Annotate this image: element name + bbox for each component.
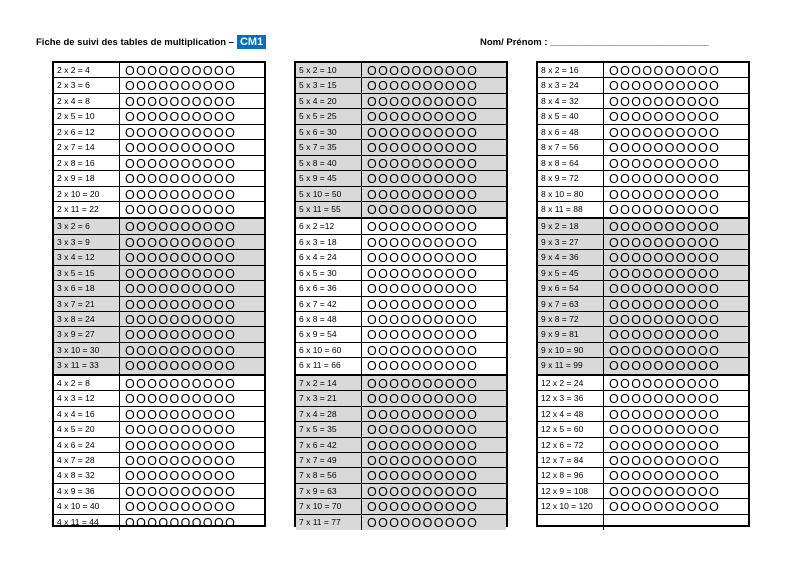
tracking-circles: OOOOOOOOOO (125, 407, 237, 422)
tracking-circles: OOOOOOOOOO (125, 141, 237, 155)
title-text: Fiche de suivi des tables de multiplication – (36, 37, 234, 48)
tracking-circles: OOOOOOOOOO (125, 297, 237, 311)
table-row (296, 202, 506, 217)
table-row (538, 515, 748, 530)
tracking-circles: OOOOOOOOOO (125, 392, 237, 406)
tracking-circles: OOOOOOOOOO (609, 343, 721, 358)
equation: 5 x 2 = 10 (296, 63, 362, 77)
equation: 6 x 7 = 42 (296, 297, 362, 311)
tracking-circles: OOOOOOOOOO (609, 141, 721, 155)
tracking-circles: OOOOOOOOOO (367, 141, 479, 155)
table-row (538, 78, 748, 93)
table-row (538, 468, 748, 483)
table-column-1 (52, 61, 266, 530)
table-row (54, 297, 264, 312)
table-row (538, 125, 748, 140)
table-row (296, 407, 506, 422)
tracking-circles: OOOOOOOOOO (367, 79, 479, 93)
equation: 12 x 8 = 96 (538, 468, 604, 482)
tracking-circles: OOOOOOOOOO (367, 328, 479, 342)
equation: 4 x 10 = 40 (54, 499, 120, 513)
equation: 3 x 3 = 9 (54, 235, 120, 249)
equation: 3 x 4 = 12 (54, 250, 120, 264)
equation: 6 x 9 = 54 (296, 327, 362, 341)
table-group (54, 63, 264, 219)
table-row (538, 109, 748, 124)
table-row (538, 281, 748, 296)
table-row (54, 327, 264, 342)
tracking-circles: OOOOOOOOOO (609, 438, 721, 452)
equation: 2 x 7 = 14 (54, 140, 120, 154)
equation: 3 x 7 = 21 (54, 297, 120, 311)
tracking-circles: OOOOOOOOOO (367, 469, 479, 483)
equation: 4 x 8 = 32 (54, 468, 120, 482)
table-row (54, 202, 264, 217)
table-row (296, 156, 506, 171)
tracking-circles: OOOOOOOOOO (125, 251, 237, 265)
table-row (538, 140, 748, 155)
table-row (296, 94, 506, 109)
equation: 3 x 9 = 27 (54, 327, 120, 341)
equation: 6 x 3 = 18 (296, 235, 362, 249)
equation: 7 x 10 = 70 (296, 499, 362, 513)
table-row (54, 312, 264, 327)
table-row (296, 391, 506, 406)
equation: 7 x 8 = 56 (296, 468, 362, 482)
equation: 8 x 9 = 72 (538, 171, 604, 185)
tracking-circles: OOOOOOOOOO (367, 484, 479, 499)
table-row (538, 235, 748, 250)
table-row (538, 171, 748, 186)
tracking-circles: OOOOOOOOOO (125, 484, 237, 499)
page-title (36, 36, 266, 48)
tracking-circles: OOOOOOOOOO (367, 376, 479, 391)
tracking-circles: OOOOOOOOOO (367, 438, 479, 452)
equation: 5 x 4 = 20 (296, 94, 362, 108)
tracking-circles: OOOOOOOOOO (367, 297, 479, 311)
equation: 9 x 7 = 63 (538, 297, 604, 311)
tracking-circles: OOOOOOOOOO (125, 187, 237, 201)
tracking-circles: OOOOOOOOOO (609, 172, 721, 186)
table-row (54, 515, 264, 530)
equation: 9 x 11 = 99 (538, 358, 604, 373)
equation: 8 x 2 = 16 (538, 63, 604, 77)
equation: 7 x 2 = 14 (296, 376, 362, 390)
tracking-circles: OOOOOOOOOO (609, 453, 721, 468)
equation: 5 x 10 = 50 (296, 187, 362, 201)
equation: 12 x 7 = 84 (538, 453, 604, 467)
equation: 2 x 11 = 22 (54, 202, 120, 217)
table-row (296, 219, 506, 234)
equation: 6 x 11 = 66 (296, 358, 362, 373)
tracking-circles: OOOOOOOOOO (609, 251, 721, 265)
tracking-circles: OOOOOOOOOO (367, 125, 479, 140)
equation: 8 x 11 = 88 (538, 202, 604, 217)
table-row (538, 297, 748, 312)
tracking-circles: OOOOOOOOOO (125, 282, 237, 296)
equation: 4 x 5 = 20 (54, 422, 120, 436)
tracking-circles: OOOOOOOOOO (609, 187, 721, 201)
equation: 5 x 5 = 25 (296, 109, 362, 123)
table-row (296, 266, 506, 281)
table-row (538, 202, 748, 217)
table-row (538, 156, 748, 171)
equation: 2 x 5 = 10 (54, 109, 120, 123)
equation: 8 x 8 = 64 (538, 156, 604, 170)
table-row (296, 235, 506, 250)
equation: 4 x 4 = 16 (54, 407, 120, 421)
table-row (538, 343, 748, 358)
table-row (54, 250, 264, 265)
table-row (296, 358, 506, 373)
tracking-circles: OOOOOOOOOO (125, 438, 237, 452)
tracking-circles: OOOOOOOOOO (609, 94, 721, 109)
table-group (54, 219, 264, 375)
equation: 9 x 6 = 54 (538, 281, 604, 295)
table-row (54, 125, 264, 140)
equation: 5 x 9 = 45 (296, 171, 362, 185)
tracking-circles: OOOOOOOOOO (125, 220, 237, 234)
table-row (538, 438, 748, 453)
tracking-circles: OOOOOOOOOO (125, 94, 237, 109)
tracking-circles: OOOOOOOOOO (125, 79, 237, 93)
tracking-circles: OOOOOOOOOO (609, 407, 721, 422)
equation: 7 x 6 = 42 (296, 438, 362, 452)
equation: 4 x 6 = 24 (54, 438, 120, 452)
equation: 4 x 3 = 12 (54, 391, 120, 405)
equation: 2 x 3 = 6 (54, 78, 120, 92)
tracking-circles: OOOOOOOOOO (609, 313, 721, 327)
tracking-circles: OOOOOOOOOO (125, 156, 237, 171)
table-row (296, 515, 506, 530)
equation: 2 x 8 = 16 (54, 156, 120, 170)
table-row (54, 109, 264, 124)
equation: 9 x 10 = 90 (538, 343, 604, 357)
tracking-circles: OOOOOOOOOO (125, 266, 237, 281)
table-row (296, 140, 506, 155)
tracking-circles: OOOOOOOOOO (125, 125, 237, 140)
equation: 12 x 3 = 36 (538, 391, 604, 405)
equation: 8 x 6 = 48 (538, 125, 604, 139)
table-row (296, 281, 506, 296)
table-row (54, 422, 264, 437)
tracking-circles: OOOOOOOOOO (367, 343, 479, 358)
equation: 2 x 4 = 8 (54, 94, 120, 108)
table-row (54, 94, 264, 109)
equation: 5 x 7 = 35 (296, 140, 362, 154)
table-row (538, 327, 748, 342)
table-row (54, 407, 264, 422)
tracking-circles (604, 515, 748, 530)
tracking-circles: OOOOOOOOOO (609, 423, 721, 437)
equation: 12 x 4 = 48 (538, 407, 604, 421)
table-row (54, 187, 264, 202)
tracking-circles: OOOOOOOOOO (367, 172, 479, 186)
table-row (296, 109, 506, 124)
table-row (54, 453, 264, 468)
tracking-circles: OOOOOOOOOO (125, 328, 237, 342)
tracking-circles: OOOOOOOOOO (609, 220, 721, 234)
tracking-circles: OOOOOOOOOO (609, 64, 721, 78)
equation: 12 x 2 = 24 (538, 376, 604, 390)
tracking-circles: OOOOOOOOOO (609, 376, 721, 391)
tracking-circles: OOOOOOOOOO (125, 235, 237, 250)
tracking-circles: OOOOOOOOOO (125, 376, 237, 391)
tracking-circles: OOOOOOOOOO (609, 297, 721, 311)
tracking-circles: OOOOOOOOOO (125, 423, 237, 437)
tracking-circles: OOOOOOOOOO (125, 500, 237, 514)
equation: 9 x 9 = 81 (538, 327, 604, 341)
equation: 8 x 4 = 32 (538, 94, 604, 108)
table-row (296, 438, 506, 453)
equation: 5 x 8 = 40 (296, 156, 362, 170)
equation: 9 x 4 = 36 (538, 250, 604, 264)
equation: 2 x 10 = 20 (54, 187, 120, 201)
equation: 8 x 7 = 56 (538, 140, 604, 154)
tracking-circles: OOOOOOOOOO (367, 64, 479, 78)
equation: 9 x 2 = 18 (538, 219, 604, 233)
equation: 9 x 8 = 72 (538, 312, 604, 326)
table-row (54, 376, 264, 391)
tracking-circles: OOOOOOOOOO (609, 266, 721, 281)
tracking-circles: OOOOOOOOOO (125, 515, 237, 530)
table-column-3 (536, 61, 750, 527)
tracking-circles: OOOOOOOOOO (125, 110, 237, 124)
equation: 12 x 5 = 60 (538, 422, 604, 436)
tracking-circles: OOOOOOOOOO (367, 235, 479, 250)
equation: 2 x 9 = 18 (54, 171, 120, 185)
equation: 7 x 4 = 28 (296, 407, 362, 421)
tracking-circles: OOOOOOOOOO (367, 251, 479, 265)
table-row (538, 358, 748, 373)
table-row (296, 187, 506, 202)
equation: 12 x 6 = 72 (538, 438, 604, 452)
equation: 6 x 8 = 48 (296, 312, 362, 326)
equation: 4 x 11 = 44 (54, 515, 120, 530)
equation: 6 x 6 = 36 (296, 281, 362, 295)
equation: 3 x 10 = 30 (54, 343, 120, 357)
equation: 7 x 9 = 63 (296, 484, 362, 498)
tracking-circles: OOOOOOOOOO (609, 484, 721, 499)
table-row (54, 219, 264, 234)
tracking-circles: OOOOOOOOOO (367, 282, 479, 296)
table-row (54, 484, 264, 499)
table-row (54, 343, 264, 358)
table-row (538, 187, 748, 202)
table-row (538, 63, 748, 78)
tracking-circles: OOOOOOOOOO (609, 500, 721, 514)
tracking-circles: OOOOOOOOOO (367, 110, 479, 124)
equation: 7 x 3 = 21 (296, 391, 362, 405)
table-row (296, 422, 506, 437)
table-row (54, 140, 264, 155)
equation: 6 x 5 = 30 (296, 266, 362, 280)
table-row (54, 266, 264, 281)
table-row (296, 376, 506, 391)
tracking-circles: OOOOOOOOOO (125, 172, 237, 186)
equation: 12 x 10 = 120 (538, 499, 604, 513)
table-row (296, 125, 506, 140)
tracking-circles: OOOOOOOOOO (609, 79, 721, 93)
table-row (538, 407, 748, 422)
equation (538, 515, 604, 530)
tracking-circles: OOOOOOOOOO (609, 328, 721, 342)
table-row (538, 250, 748, 265)
tracking-circles: OOOOOOOOOO (367, 187, 479, 201)
equation: 7 x 11 = 77 (296, 515, 362, 530)
tracking-circles: OOOOOOOOOO (367, 392, 479, 406)
table-row (54, 438, 264, 453)
equation: 4 x 2 = 8 (54, 376, 120, 390)
table-row (54, 63, 264, 78)
equation: 3 x 5 = 15 (54, 266, 120, 280)
tracking-circles: OOOOOOOOOO (367, 266, 479, 281)
tracking-circles: OOOOOOOOOO (367, 407, 479, 422)
table-row (54, 156, 264, 171)
table-row (296, 453, 506, 468)
table-row (54, 78, 264, 93)
equation: 3 x 11 = 33 (54, 358, 120, 373)
tracking-circles: OOOOOOOOOO (609, 202, 721, 217)
tracking-circles: OOOOOOOOOO (367, 515, 479, 530)
tracking-circles: OOOOOOOOOO (609, 125, 721, 140)
tracking-circles: OOOOOOOOOO (125, 64, 237, 78)
table-column-2 (294, 61, 508, 530)
table-group (538, 63, 748, 219)
equation: 8 x 10 = 80 (538, 187, 604, 201)
tracking-circles: OOOOOOOOOO (125, 359, 237, 374)
table-row (296, 297, 506, 312)
equation: 5 x 11 = 55 (296, 202, 362, 217)
tracking-circles: OOOOOOOOOO (367, 313, 479, 327)
table-row (538, 376, 748, 391)
equation: 6 x 2 =12 (296, 219, 362, 233)
tracking-circles: OOOOOOOOOO (609, 392, 721, 406)
tracking-circles: OOOOOOOOOO (609, 156, 721, 171)
tracking-circles: OOOOOOOOOO (367, 94, 479, 109)
equation: 6 x 4 = 24 (296, 250, 362, 264)
equation: 7 x 5 = 35 (296, 422, 362, 436)
table-row (54, 391, 264, 406)
table-row (296, 499, 506, 514)
table-group (538, 376, 748, 530)
table-row (54, 235, 264, 250)
table-group (54, 376, 264, 530)
tracking-circles: OOOOOOOOOO (367, 220, 479, 234)
equation: 3 x 8 = 24 (54, 312, 120, 326)
equation: 4 x 7 = 28 (54, 453, 120, 467)
table-row (538, 312, 748, 327)
tracking-circles: OOOOOOOOOO (367, 156, 479, 171)
name-field-label: Nom/ Prénom : ______________________________ (480, 37, 709, 48)
tracking-circles: OOOOOOOOOO (125, 469, 237, 483)
equation: 3 x 2 = 6 (54, 219, 120, 233)
equation: 12 x 9 = 108 (538, 484, 604, 498)
equation: 9 x 3 = 27 (538, 235, 604, 249)
table-group (296, 376, 506, 530)
equation: 8 x 5 = 40 (538, 109, 604, 123)
table-row (296, 468, 506, 483)
tracking-circles: OOOOOOOOOO (609, 235, 721, 250)
table-group (296, 219, 506, 375)
table-row (538, 94, 748, 109)
tracking-circles: OOOOOOOOOO (125, 453, 237, 468)
table-row (538, 266, 748, 281)
equation: 2 x 2 = 4 (54, 63, 120, 77)
equation: 2 x 6 = 12 (54, 125, 120, 139)
tracking-circles: OOOOOOOOOO (609, 469, 721, 483)
equation: 5 x 6 = 30 (296, 125, 362, 139)
tracking-circles: OOOOOOOOOO (125, 202, 237, 217)
table-row (296, 327, 506, 342)
equation: 4 x 9 = 36 (54, 484, 120, 498)
equation: 3 x 6 = 18 (54, 281, 120, 295)
table-row (538, 453, 748, 468)
tracking-circles: OOOOOOOOOO (125, 343, 237, 358)
table-row (538, 484, 748, 499)
table-row (296, 312, 506, 327)
table-row (296, 78, 506, 93)
tracking-circles: OOOOOOOOOO (367, 359, 479, 374)
equation: 9 x 5 = 45 (538, 266, 604, 280)
tracking-circles: OOOOOOOOOO (125, 313, 237, 327)
level-badge: CM1 (237, 35, 266, 49)
equation: 8 x 3 = 24 (538, 78, 604, 92)
table-row (54, 468, 264, 483)
table-group (296, 63, 506, 219)
tracking-circles: OOOOOOOOOO (367, 453, 479, 468)
equation: 6 x 10 = 60 (296, 343, 362, 357)
table-row (538, 499, 748, 514)
table-row (296, 250, 506, 265)
table-row (296, 484, 506, 499)
table-row (296, 171, 506, 186)
equation: 7 x 7 = 49 (296, 453, 362, 467)
table-row (54, 281, 264, 296)
table-row (538, 422, 748, 437)
tracking-circles: OOOOOOOOOO (367, 423, 479, 437)
tracking-circles: OOOOOOOOOO (609, 282, 721, 296)
table-group (538, 219, 748, 375)
equation: 5 x 3 = 15 (296, 78, 362, 92)
table-row (54, 171, 264, 186)
table-row (538, 391, 748, 406)
table-row (538, 219, 748, 234)
table-row (296, 343, 506, 358)
tracking-circles: OOOOOOOOOO (609, 359, 721, 374)
tracking-circles: OOOOOOOOOO (367, 500, 479, 514)
tracking-circles: OOOOOOOOOO (609, 110, 721, 124)
tracking-circles: OOOOOOOOOO (367, 202, 479, 217)
table-row (54, 358, 264, 373)
table-row (296, 63, 506, 78)
table-row (54, 499, 264, 514)
